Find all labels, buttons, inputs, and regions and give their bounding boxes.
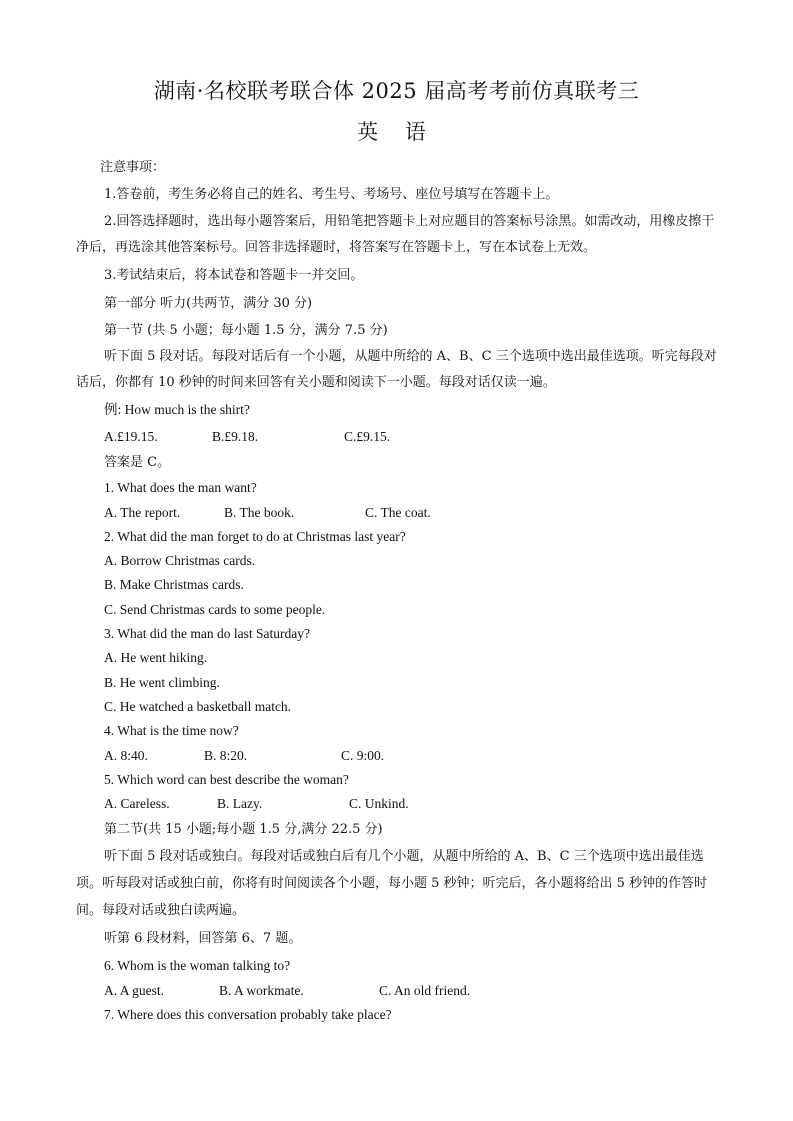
q5-option-a: A. Careless. — [104, 796, 170, 812]
exam-title: 湖南·名校联考联合体 2025 届高考考前仿真联考三 — [153, 79, 640, 103]
q4-option-a: A. 8:40. — [104, 747, 148, 763]
question-4: 4. What is the time now? — [104, 723, 239, 739]
q6-option-b: B. A workmate. — [219, 982, 304, 998]
q1-option-a: A. The report. — [104, 504, 181, 520]
q2-option-b: B. Make Christmas cards. — [104, 577, 244, 593]
q1-option-b: B. The book. — [224, 504, 295, 520]
section1-instructions-text: 听下面 5 段对话。每段对话后有一个小题，从题中所给的 A、B、C 三个选项中选出最佳选项。听完每段对话后，你都有 10 秒钟的时间来回答有关小题和阅读下一小题。每段对话仅读一遍。 — [76, 349, 717, 391]
question-5: 5. Which word can best describe the woman? — [104, 771, 349, 787]
question-6: 6. Whom is the woman talking to? — [104, 958, 291, 974]
section1-instructions — [76, 344, 720, 396]
q3-option-a: A. He went hiking. — [104, 650, 208, 666]
material-6-heading: 听第 6 段材料，回答第 6、7 题。 — [104, 931, 302, 947]
question-6-options — [104, 979, 724, 1003]
section2-heading: 第二节(共 15 小题;每小题 1.5 分,满分 22.5 分) — [104, 822, 383, 838]
question-1-options — [104, 501, 724, 525]
q4-option-c: C. 9:00. — [341, 747, 385, 763]
section2-instructions — [76, 843, 720, 924]
part1-heading: 第一部分 听力(共两节，满分 30 分) — [104, 296, 313, 312]
section1-heading: 第一节 (共 5 小题；每小题 1.5 分，满分 7.5 分) — [104, 323, 388, 339]
question-7: 7. Where does this conversation probably take place? — [104, 1007, 392, 1023]
question-2: 2. What did the man forget to do at Christmas last year? — [104, 528, 406, 544]
q3-option-c: C. He watched a basketball match. — [104, 698, 292, 714]
notice-item-3: 3.考试结束后，将本试卷和答题卡一并交回。 — [104, 268, 364, 284]
question-1: 1. What does the man want? — [104, 480, 257, 496]
subject-title: 英 语 — [357, 120, 436, 144]
notice-item-2 — [76, 209, 720, 261]
example-option-c: C.£9.15. — [344, 429, 391, 445]
question-4-options — [104, 744, 724, 768]
q6-option-c: C. An old friend. — [379, 982, 471, 998]
example-option-a: A.£19.15. — [104, 429, 158, 445]
question-3: 3. What did the man do last Saturday? — [104, 626, 310, 642]
example-option-b: B.£9.18. — [212, 429, 259, 445]
q3-option-b: B. He went climbing. — [104, 674, 220, 690]
exam-content — [76, 156, 724, 1027]
question-5-options — [104, 792, 724, 816]
q1-option-c: C. The coat. — [365, 504, 431, 520]
q6-option-a: A. A guest. — [104, 982, 165, 998]
q5-option-c: C. Unkind. — [349, 796, 409, 812]
q2-option-a: A. Borrow Christmas cards. — [104, 553, 256, 569]
q5-option-b: B. Lazy. — [217, 796, 263, 812]
section2-instructions-text: 听下面 5 段对话或独白。每段对话或独白后有几个小题，从题中所给的 A、B、C 三个选项中选出最佳选项。听每段对话或独白前，你将有时间阅读各个小题，每小题 5 秒钟；听完后，各小题将给出 5 秒钟的作答时间。每段对话或独白读两遍。 — [76, 849, 708, 919]
example-question: 例: How much is the shirt? — [104, 402, 250, 418]
q2-option-c: C. Send Christmas cards to some people. — [104, 601, 326, 617]
example-answer: 答案是 C。 — [104, 455, 171, 471]
notice-item-1: 1.答卷前，考生务必将自己的姓名、考生号、考场号、座位号填写在答题卡上。 — [104, 187, 559, 203]
notice-heading: 注意事项： — [100, 160, 166, 175]
example-options — [104, 424, 724, 450]
q4-option-b: B. 8:20. — [204, 747, 248, 763]
notice-item-2-text: 2.回答选择题时，选出每小题答案后，用铅笔把答题卡上对应题目的答案标号涂黑。如需改动，用橡皮擦干净后，再选涂其他答案标号。回答非选择题时，将答案写在答题卡上，写在本试卷上无效。 — [76, 214, 715, 256]
